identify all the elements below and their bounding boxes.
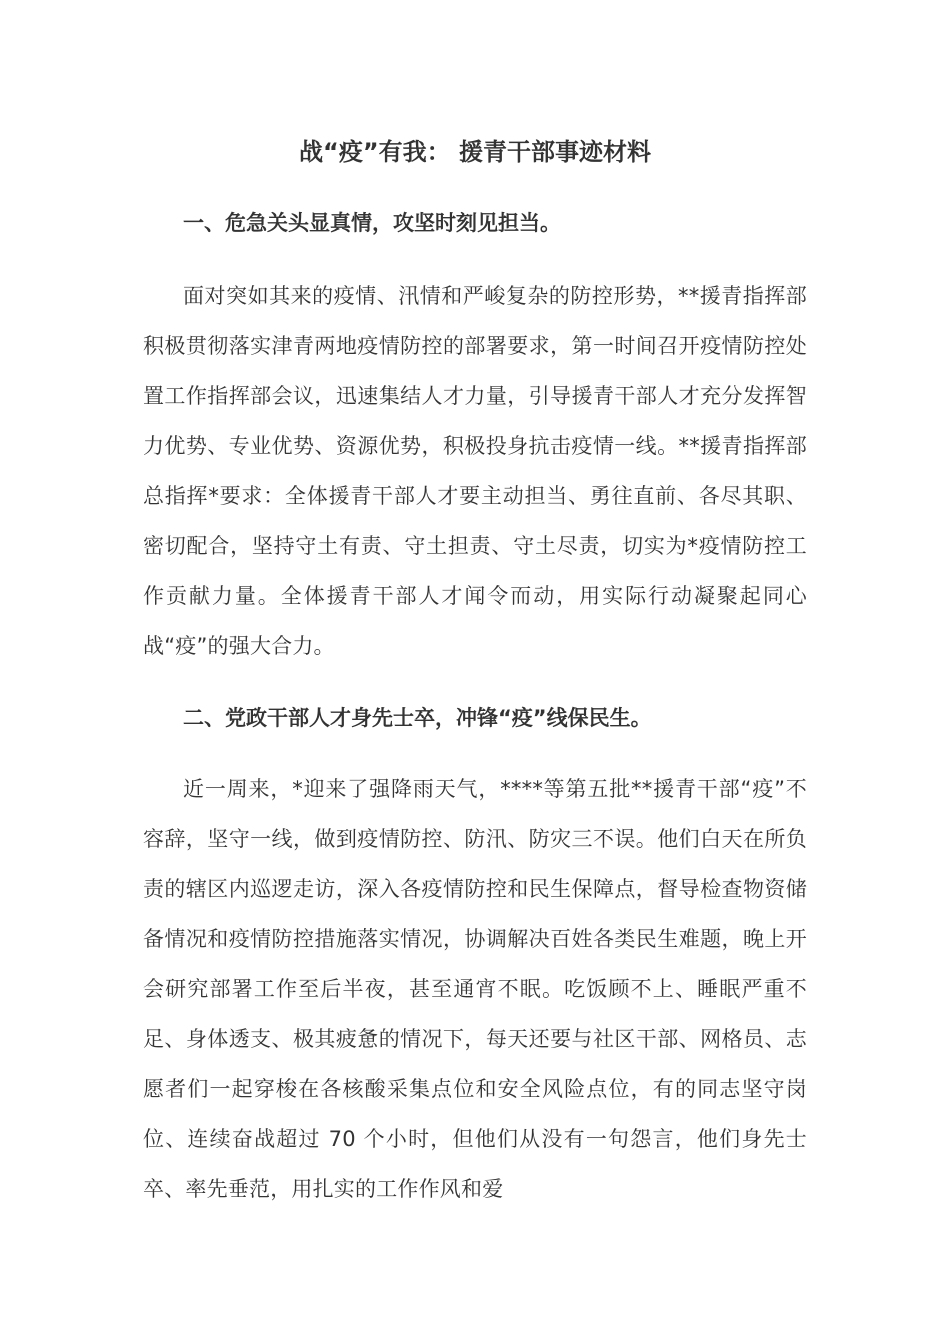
section-paragraph-1: 面对突如其来的疫情、汛情和严峻复杂的防控形势，**援青指挥部积极贯彻落实津青两地疫情防控的部署要求，第一时间召开疫情防控处置工作指挥部会议，迅速集结人才力量，引导援青干部人才充分发挥智力优势、专业优势、资源优势，积极投身抗击疫情一线。**援青指挥部总指挥*要求：全体援青干部人才要主动担当、勇往直前、各尽其职、密切配合，坚持守土有责、守土担责、守土尽责，切实为*疫情防控工作贡献力量。全体援青干部人才闻令而动，用实际行动凝聚起同心战“疫”的强大合力。	[143, 284, 807, 658]
section-heading-1: 一、危急关头显真情，攻坚时刻见担当。	[183, 211, 561, 235]
section-heading-2: 二、党政干部人才身先士卒，冲锋“疫”线保民生。	[183, 706, 652, 730]
section-paragraph-2: 近一周来，*迎来了强降雨天气，****等第五批**援青干部“疫”不容辞，坚守一线，做到疫情防控、防汛、防灾三不误。他们白天在所负责的辖区内巡逻走访，深入各疫情防控和民生保障点，督导检查物资储备情况和疫情防控措施落实情况，协调解决百姓各类民生难题，晚上开会研究部署工作至后半夜，甚至通宵不眠。吃饭顾不上、睡眠严重不足、身体透支、极其疲惫的情况下，每天还要与社区干部、网格员、志愿者们一起穿梭在各核酸采集点位和安全风险点位，有的同志坚守岗位、连续奋战超过 70 个小时，但他们从没有一句怨言，他们身先士卒、率先垂范，用扎实的工作作风和爱	[143, 777, 807, 1201]
document-title: 战“疫”有我： 援青干部事迹材料	[299, 138, 651, 166]
